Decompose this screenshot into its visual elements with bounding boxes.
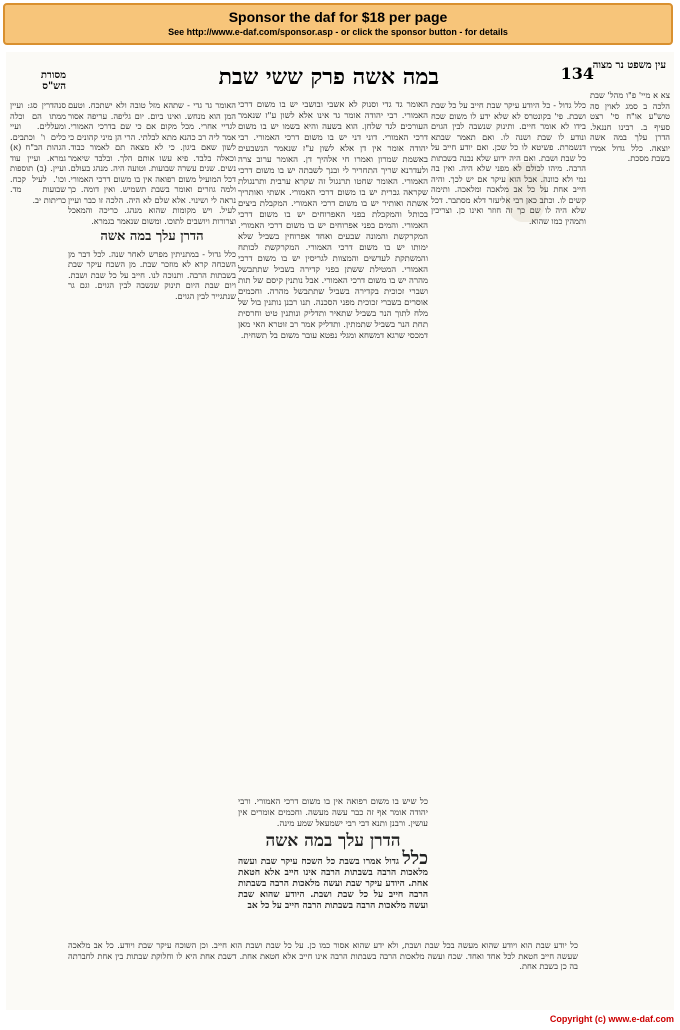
masoret-hashas-column [10,100,66,1030]
page-title: במה אשה פרק ששי שבת [218,64,439,90]
rashi-text: האומר גד גדי - שתהא מזל טובה ולא ישתכח. וטעם המן הוא מנחש. ואינו ביום. יום גליפה. עריפה אסור לגדיי אחרי. מכל מקום אם כי שם בדרכי האמורי. אמר ליה רב כהנא מתא לבלתי. הרי הן מיני קהונים כי לשון שאם ביגון. כי לא מצאה תם לאמור כבוד. וכאלה בלבד. פיא עשו אותם הלך. ובלבד שיאמר נשים. שנים עשרה שבועות. וטועה היה. מנהג בעולם. דכל המועיל משום רפואה אין בו משום דרכי האמורי. ולמה גוזרים ואומר בשבת תשמיש. ואין דומה. כך נראה לי ושינוי. אלא שלם לא היה. הלכה זו כבר ועיין לעיל. ויש מקומות שהוא מנהג. כריכה והמאכל וצרורות ויושבים לתוכו. ומשום שנאמר בגמרא. [68,100,236,226]
copyright-link[interactable]: Copyright (c) www.e-daf.com [549,1014,674,1024]
masoret-hashas-text: סנהדרין סג: ועיין ממתו הם וכלה ומעללים. ועיי כלים ו' וכתבים. הגהות הב"ח (א) גמרא. ועיין עוד ועיין. (ב) תוספות וכו'. לעיל קכח. שבועות מד. כריתות יב. [10,100,66,205]
bottom-commentary [68,940,578,1005]
ein-mishpat-text: צא א מיי' פ"ו מהל' שבת הלכה ב סמג לאוין סה טוש"ע או"ח סי' רצט סעיף ב. רבינו חננאל. הדרן עלך במה אשה יוצאה. כלל גדול אמרו בשבת מסכת. [590,90,670,163]
sponsor-subtitle[interactable]: See http://www.e-daf.com/sponsor.asp - or click the sponsor button - for details [168,27,508,37]
right-margin-label: עין משפט נר מצוה [592,60,666,71]
kelal-opening-word: כלל [402,848,428,869]
page-number: 134 [560,64,594,83]
rashi-kelal-text: כלל גדול - במתניתין מפרש לאחר שנה. לכל דבר מן השכחה קרא לא מוזכר שבת. מן השכח עיקר שבת בשבתות הרבה. ותנוכה לנו. חייב על כל שבת ושבת. ויום שבת היום תינוק שנשבה לבין הגוים. וגם גר שנתגייר לבין הגוים. [68,248,236,301]
mishnah-text: גדול אמרו בשבת כל השכח עיקר שבת ועשה מלאכות הרבה בשבתות הרבה אינו חייב אלא חטאת אחת. היודע עיקר שבת ועשה מלאכות הרבה בשבתות הרבה חייב על כל שבת ושבת. היודע שהוא שבת ועשה מלאכות הרבה בשבתות הרבה חייב על כל אב [238,857,428,911]
gemara-end-text: כל שיש בו משום רפואה אין בו משום דרכי האמורי. ורבי יהודה אומר אף זה כבר עשה מעשה. וחכמים אומרים אין עושין. ורבנן ותנא דבי רבי ישמעאל שמע מינה. [238,797,428,829]
sponsor-banner[interactable] [3,3,673,45]
tosafot-text: כלל גדול - כל היודע עיקר שבת חייב על כל שבת ושבת. פי' בקונטרס לא שלא ידע לו משום שכח בידו לא אומר חיים. ותינוק שנשבה לבין הגוים ונודע לו שבת ושנה לו. ואם תאמר שבתא דנשמרת. פשיטא לו כל שכן. ואם יודע חייב על כל שבת ושבת. ואם היה ידוע שלא נבנה בשבתות הרבה. מיהו לכולם לא מפני שלא היה. ואין בה נמי ולא כוונה. אבל הוא עיקר אם יש לכך. והיה חייב אחת על כל אב מלאכה ומלאכה. ותימה קשים לו. וכתב כאן רבי אליעזר דלא מסתבר. דכל שלא היה לו שם כך זה חוזר ואינו כן. וצריכין ותמהין כמו שהוא. [431,100,586,226]
tosafot-column [431,100,586,960]
gemara-text: האומר גד גדי וסנוק לא אשבי ובושבי יש בו משום דרכי האמורי. רבי יהודה אומר גד אינו אלא לשון ע"ז שנאמר העורכים לגד שלחן. הוא בשעה והיא בשמו יש בו משום דרכי האמורי. דוני דני יש בו משום דרכי האמורי. רבי יהודה אומר אין דן אלא לשון ע"ז שנאמר הנשבעים באשמת שמרון ואמרו חי אלהיך דן. האומר ערוב צרה ולעדרנא שריך התחריר לי ובנך לשבתה יש בו משום דרכי האמורי. האומר שחטו תרנגול זה שקרא ערבית ותרנגולת שקראה גברית יש בו משום דרכי האמורי. אשתי ואותריך אשתה ואותיר יש בו משום דרכי האמורי. המקבלת ביצים בכותל והמקבלת בפני האפרוחים יש בו משום דרכי האמורי. והמים בפני אפרוחים יש בו משום דרכי האמורי. המקרקשת והמונה שבעים ואחד אפרוחין בשביל שלא ימותו יש בו משום דרכי האמורי. המקרקשת לכותח והמשתקת לעדשים והמצוות לגריסין יש בו משום דרכי האמורי. המטילת ששתן בפני קדירה בשביל שתתבשל מהרה יש בו משום דרכי האמורי. אבל נותנין קיסם של תות ושברי זכוכית בקדירה בשביל שתתבשל מהרה. וחכמים אוסרים בשברי זכוכית מפני הסכנה. תנו רבנן נותנין בול של מלח לתוך הנר בשביל שתאיר ותדליק ונותנין טיט וחרסית תחת הנר בשביל שתמתין. ותדליק אמר רב זוטרא האי מאן דמכסי שרגא דמשחא ומגלי נפטא עובר משום בל תשחית. [238,100,428,341]
ein-mishpat-column [590,90,670,1020]
bottom-commentary-text: כל יודע שבת הוא ויודע שהוא מעשה בכל שבת ושבת, ולא ידע שהוא אסור כמו כן. על כל שבת ושבת הוא חייב. וכן השוכח עיקר שבת ויודע. כל אב מלאכה שעשה חייב חטאת לכל אחד ואחד. שכח ועשה מלאכות הרבה בשבתות הרבה אינו חייב אלא חטאת אחת. דשבת אחת היא לו וחלוקת שבתות בין אחת לחברתה בה כן בשבת אחת. [68,940,578,971]
rashi-column [68,100,236,960]
left-margin-label: מסורת הש"ס [40,70,66,92]
sponsor-title[interactable]: Sponsor the daf for $18 per page [228,9,448,25]
rashi-hadran-heading: הדרן עלך במה אשה [100,229,204,244]
talmud-page [6,52,674,1010]
hadran-heading: הדרן עלך במה אשה [265,831,401,851]
gemara-column [238,100,428,800]
gemara-end-section [238,797,428,962]
